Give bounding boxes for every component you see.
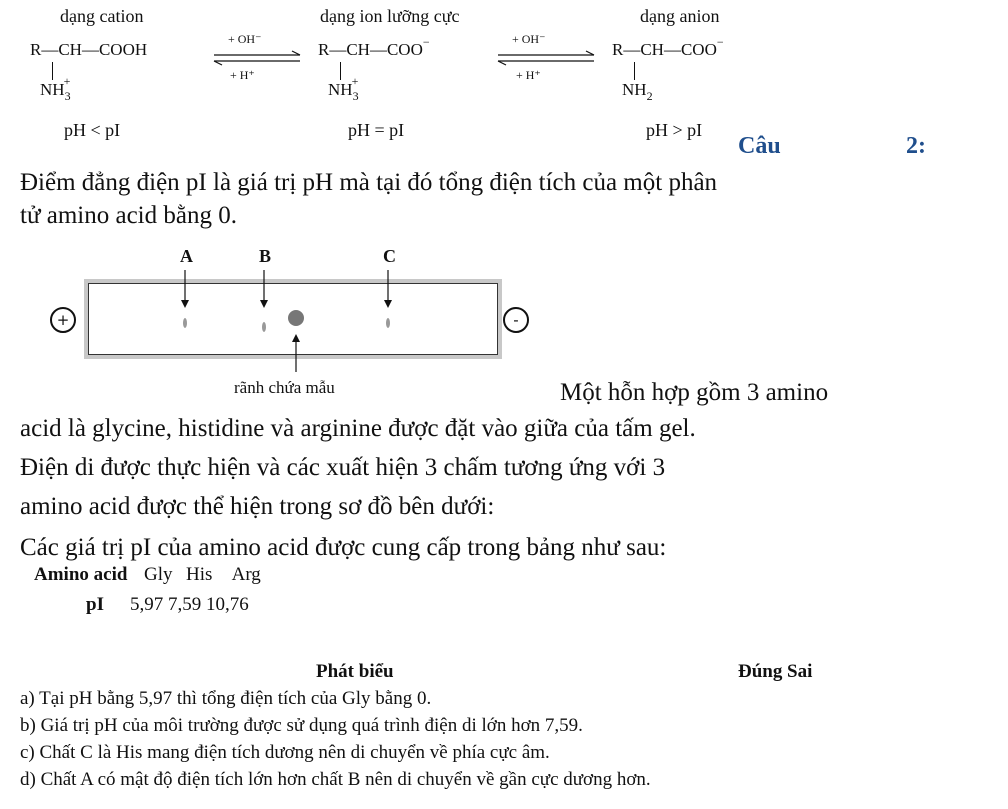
cathode-electrode: - xyxy=(503,307,529,333)
cation-formula: R—CH—COOH xyxy=(30,40,148,59)
intro-line-1: Điểm đẳng điện pI là giá trị pH mà tại đó tổng điện tích của một phân xyxy=(20,169,718,196)
anion-formula: R—CH—COO− xyxy=(612,35,724,59)
sample-well xyxy=(288,310,304,326)
pi-header-values: Gly His Arg xyxy=(144,564,261,585)
form-zwitterion-label: dạng ion lưỡng cực xyxy=(320,6,460,26)
form-cation-label: dạng cation xyxy=(60,6,144,26)
arrow1-bottom-label: + H⁺ xyxy=(230,68,255,82)
well-label: rãnh chứa mẫu xyxy=(234,378,335,397)
condition-cation: pH < pI xyxy=(64,120,121,140)
anion-amino-group: $NH_2$ xyxy=(622,80,653,103)
pi-header-label: Amino acid xyxy=(34,564,128,585)
cation-amino-group: $NH_3^+$ xyxy=(40,74,71,103)
condition-zwitterion: pH = pI xyxy=(348,120,405,140)
arrow2-top-label: + OH⁻ xyxy=(512,32,546,46)
zwitterion-amino-group: $NH_3^+$ xyxy=(328,74,359,103)
intro-line-2: tử amino acid bằng 0. xyxy=(20,202,237,229)
equilibrium-arrow-1 xyxy=(212,50,302,66)
statement-header: Phát biểu xyxy=(316,661,394,682)
condition-anion: pH > pI xyxy=(646,120,703,140)
pi-intro: Các giá trị pI của amino acid được cung cấp trong bảng như sau: xyxy=(20,534,667,561)
arrow1-top-label: + OH⁻ xyxy=(228,32,262,46)
spot-a xyxy=(183,318,187,328)
statement-a: a) Tại pH bằng 5,97 thì tổng điện tích của Gly bằng 0. xyxy=(20,688,432,709)
anion-bond xyxy=(634,62,635,80)
zwitterion-formula: R—CH—COO− xyxy=(318,35,430,59)
pi-row-label: pI xyxy=(86,594,104,615)
equilibrium-arrow-2 xyxy=(496,50,596,66)
well-arrow xyxy=(290,332,302,374)
anode-electrode: + xyxy=(50,307,76,333)
statement-d: d) Chất A có mật độ điện tích lớn hơn chất B nên di chuyển về gần cực dương hơn. xyxy=(20,769,651,790)
spot-b xyxy=(262,322,266,332)
spot-arrows xyxy=(178,268,398,314)
mixture-line-2: acid là glycine, histidine và arginine được đặt vào giữa của tấm gel. xyxy=(20,415,696,442)
mixture-line-3: Điện di được thực hiện và các xuất hiện 3 chấm tương ứng với 3 xyxy=(20,454,666,481)
arrow2-bottom-label: + H⁺ xyxy=(516,68,541,82)
lane-label-b: B xyxy=(259,246,272,266)
pi-row-values: 5,97 7,59 10,76 xyxy=(130,594,249,615)
question-label: Câu xyxy=(738,133,781,159)
statement-b: b) Giá trị pH của môi trường được sử dụng quá trình điện di lớn hơn 7,59. xyxy=(20,715,583,736)
spot-c xyxy=(386,318,390,328)
mixture-line-1: Một hỗn hợp gồm 3 amino xyxy=(560,379,829,406)
statement-c: c) Chất C là His mang điện tích dương nên di chuyển về phía cực âm. xyxy=(20,742,550,763)
true-header: Đúng xyxy=(738,661,783,682)
question-number: 2: xyxy=(906,133,926,159)
form-anion-label: dạng anion xyxy=(640,6,720,26)
mixture-line-4: amino acid được thể hiện trong sơ đồ bên dưới: xyxy=(20,493,495,520)
cation-bond xyxy=(52,62,53,80)
false-header: Sai xyxy=(787,661,813,682)
lane-label-c: C xyxy=(383,246,396,266)
lane-label-a: A xyxy=(180,246,193,266)
zwitterion-bond xyxy=(340,62,341,80)
